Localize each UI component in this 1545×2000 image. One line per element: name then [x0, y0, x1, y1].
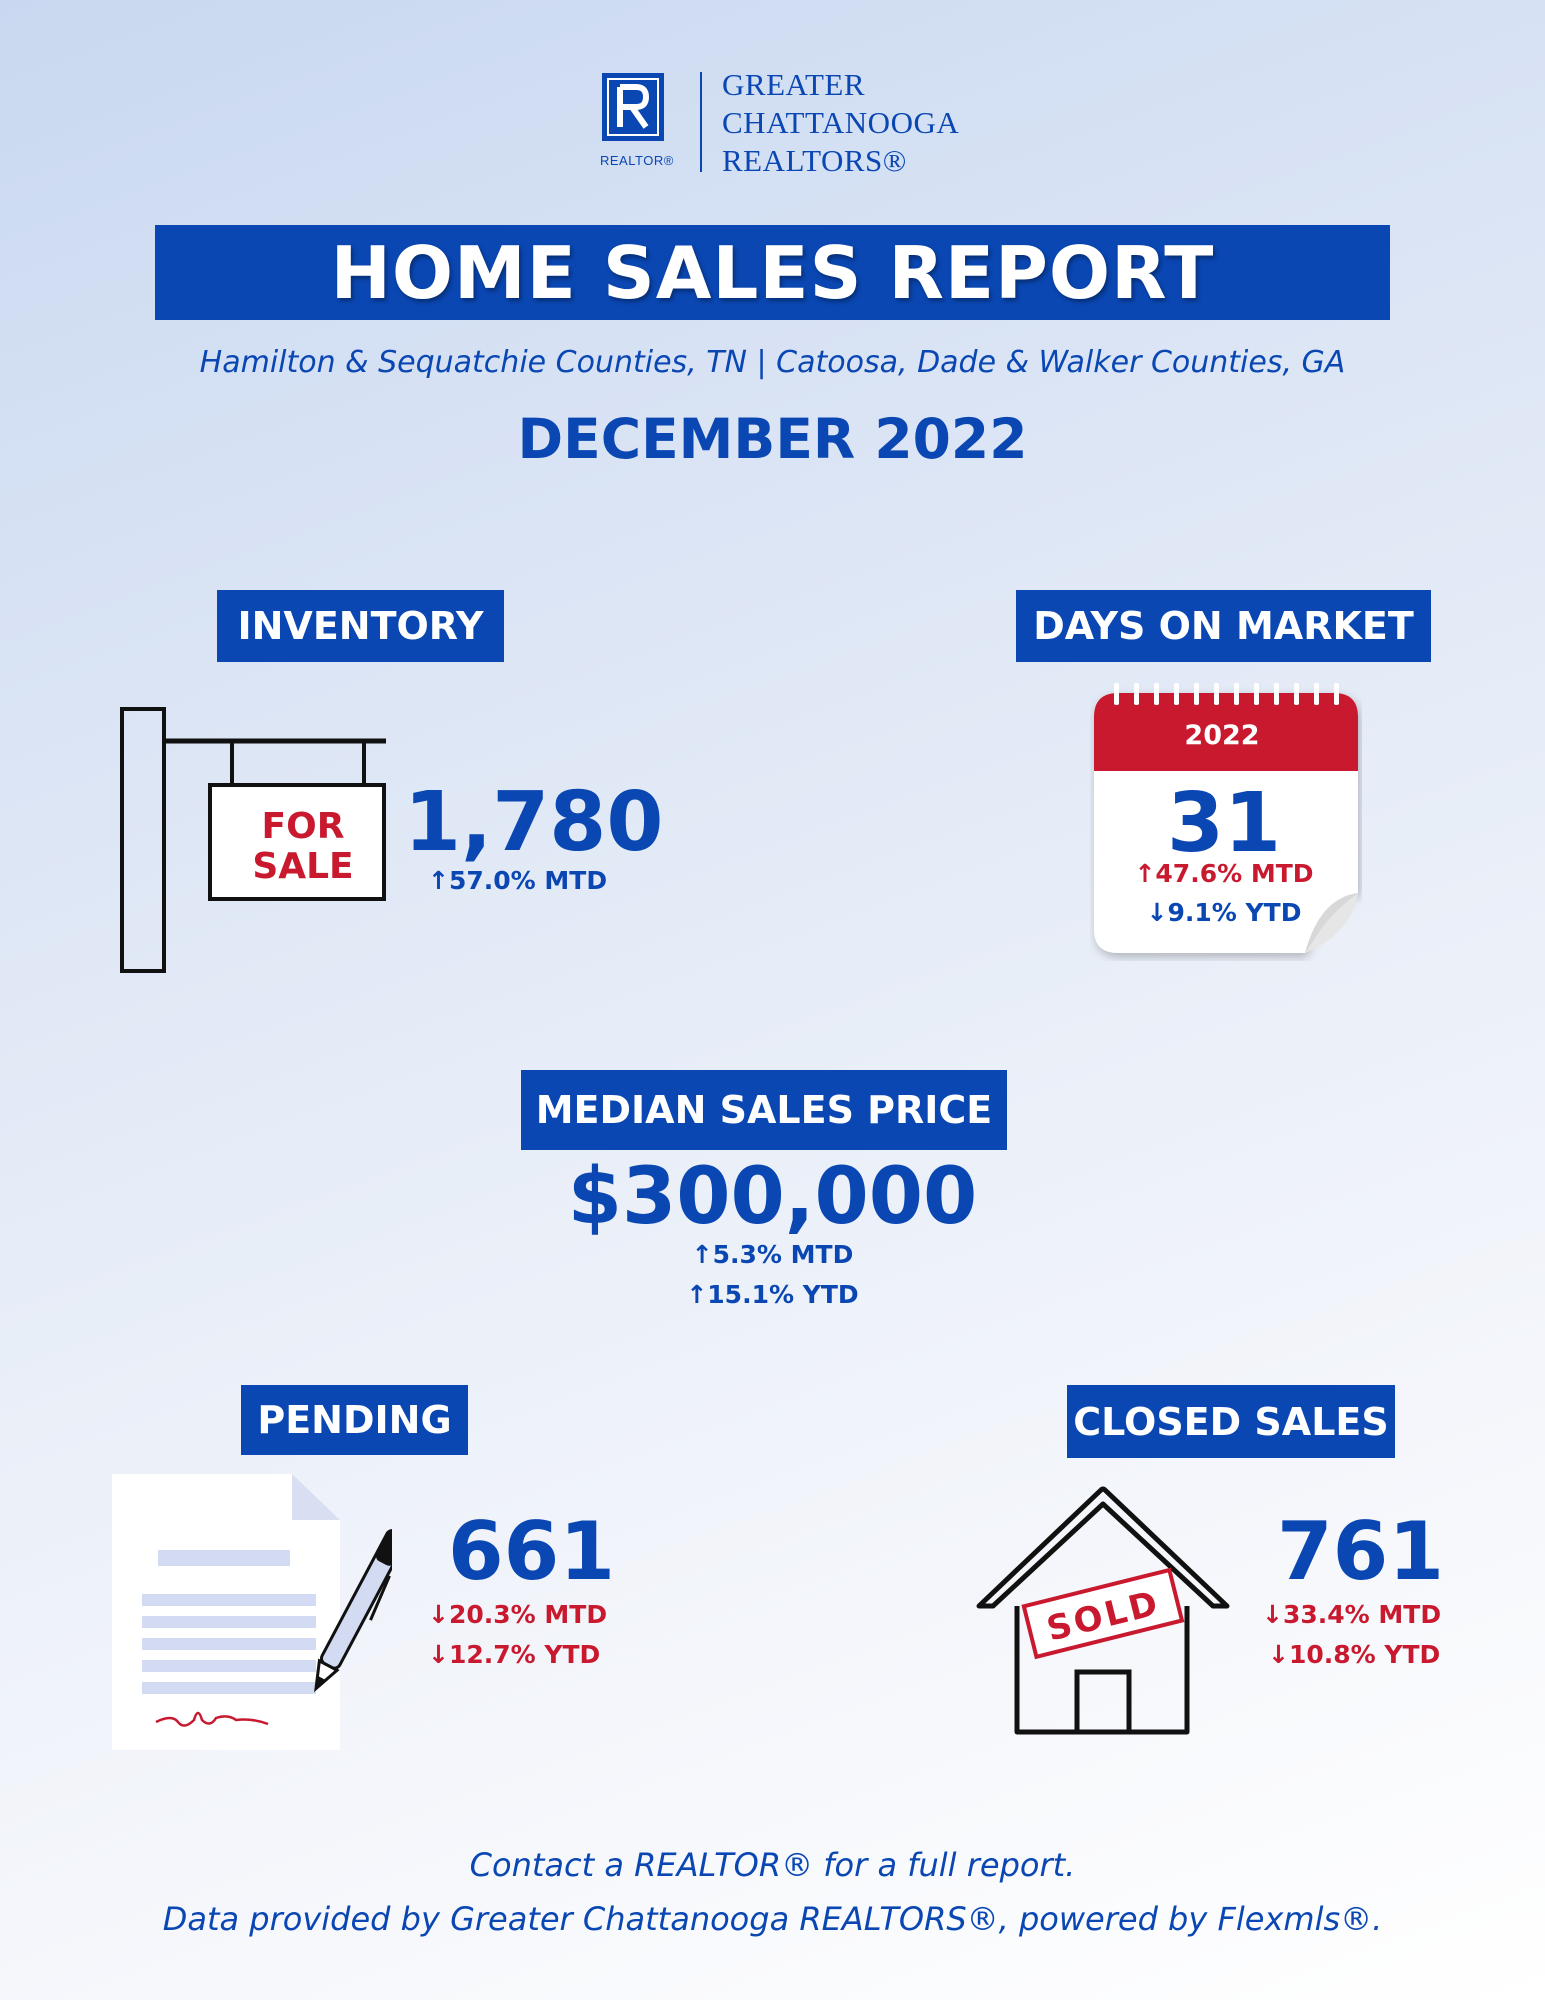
brand-name-line1: GREATER — [722, 67, 865, 102]
report-subtitle: Hamilton & Sequatchie Counties, TN | Catoosa, Dade & Walker Counties, GA — [199, 345, 1346, 380]
pending-mtd-change: ↓20.3% MTD — [428, 1600, 608, 1629]
days-on-market-value: 31 — [1166, 776, 1282, 871]
median-sales-price-value: $300,000 — [567, 1152, 978, 1242]
sold-house-icon — [975, 1480, 1231, 1738]
for-sale-sign-line2: SALE — [252, 846, 354, 887]
median-sales-price-mtd-change: ↑5.3% MTD — [691, 1240, 854, 1269]
footer-data-source: Data provided by Greater Chattanooga REALTORS®, powered by Flexmls®. — [162, 1900, 1383, 1938]
report-title: HOME SALES REPORT — [330, 230, 1215, 315]
days-on-market-ytd-change: ↓9.1% YTD — [1146, 898, 1302, 927]
inventory-label: INVENTORY — [217, 590, 504, 662]
closed-sales-value: 761 — [1277, 1505, 1444, 1598]
pending-label: PENDING — [241, 1385, 468, 1455]
days-on-market-mtd-change: ↑47.6% MTD — [1134, 859, 1314, 888]
pending-ytd-change: ↓12.7% YTD — [428, 1640, 601, 1669]
realtor-logo-caption: REALTOR® — [600, 153, 674, 168]
sold-stamp: SOLD — [1042, 1582, 1165, 1650]
report-period: DECEMBER 2022 — [517, 407, 1028, 471]
inventory-value: 1,780 — [404, 775, 664, 870]
contract-document-icon — [112, 1474, 392, 1750]
footer-contact-note: Contact a REALTOR® for a full report. — [469, 1846, 1076, 1884]
inventory-mtd-change: ↑57.0% MTD — [428, 866, 608, 895]
median-sales-price-ytd-change: ↑15.1% YTD — [686, 1280, 859, 1309]
for-sale-sign-icon — [118, 705, 394, 975]
closed-sales-ytd-change: ↓10.8% YTD — [1268, 1640, 1441, 1669]
calendar-year: 2022 — [1184, 720, 1260, 751]
brand-name-line2: CHATTANOOGA — [722, 105, 960, 140]
brand-name-line3: REALTORS® — [722, 143, 907, 178]
realtor-logo-icon — [602, 73, 664, 141]
brand-name — [722, 66, 959, 180]
logo-divider — [700, 72, 702, 172]
report-title-banner — [155, 225, 1390, 320]
days-on-market-label: DAYS ON MARKET — [1016, 590, 1431, 662]
closed-sales-label: CLOSED SALES — [1067, 1385, 1395, 1458]
for-sale-sign-line1: FOR — [261, 806, 345, 847]
closed-sales-mtd-change: ↓33.4% MTD — [1262, 1600, 1442, 1629]
median-sales-price-label: MEDIAN SALES PRICE — [521, 1070, 1007, 1150]
pending-value: 661 — [448, 1505, 615, 1598]
